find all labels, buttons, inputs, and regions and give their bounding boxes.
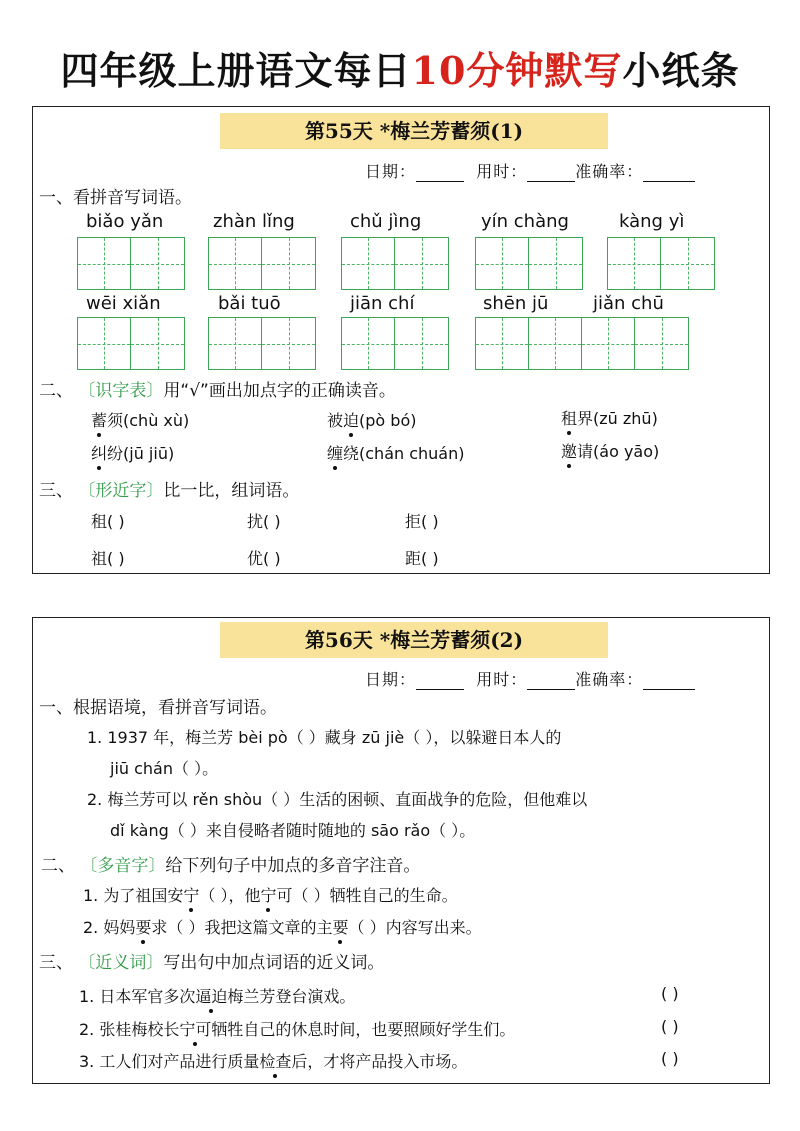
question-line: 1. 1937 年，梅兰芳 bèi pò（ ）藏身 zū jiè（ ），以躲避日本人的 xyxy=(87,728,562,747)
pinyin: kàng yì xyxy=(619,211,685,232)
writing-grid[interactable] xyxy=(341,317,449,370)
day56-card xyxy=(32,617,770,1084)
synonym-answer[interactable]: ( ) xyxy=(661,984,679,1003)
page-title: 四年级上册语文每日10分钟默写小纸条 xyxy=(60,48,740,93)
writing-grid[interactable] xyxy=(77,317,185,370)
pinyin: wēi xiǎn xyxy=(86,293,161,314)
day55-sec3: 三、 〔形近字〕比一比，组词语。 xyxy=(39,481,300,501)
reading-item: 被迫(pò bó) xyxy=(327,408,417,431)
date-blank[interactable] xyxy=(416,181,464,182)
pinyin: chǔ jìng xyxy=(350,211,422,232)
pinyin: yín chàng xyxy=(481,211,569,232)
date-blank[interactable] xyxy=(416,689,464,690)
writing-grid[interactable] xyxy=(208,237,316,290)
writing-grid[interactable] xyxy=(475,317,689,370)
day56-sec1: 一、根据语境，看拼音写词语。 xyxy=(39,698,277,718)
day55-sec1: 一、看拼音写词语。 xyxy=(39,188,192,208)
synonym-line: 3. 工人们对产品进行质量检查后，才将产品投入市场。 xyxy=(79,1049,467,1072)
compare-item[interactable]: 距( ) xyxy=(405,549,439,568)
day55-card xyxy=(32,106,770,574)
writing-grid[interactable] xyxy=(607,237,715,290)
day55-sec2: 二、 〔识字表〕用“√”画出加点字的正确读音。 xyxy=(39,381,396,401)
compare-item[interactable]: 租( ) xyxy=(91,512,125,531)
pinyin: bǎi tuō xyxy=(218,293,281,314)
accuracy-blank[interactable] xyxy=(643,181,695,182)
writing-grid[interactable] xyxy=(208,317,316,370)
pinyin: biǎo yǎn xyxy=(86,211,164,232)
reading-item: 租界(zū zhū) xyxy=(561,406,658,429)
writing-grid[interactable] xyxy=(341,237,449,290)
reading-item: 蓄须(chù xù) xyxy=(91,408,189,431)
reading-item: 缠绕(chán chuán) xyxy=(327,441,465,464)
day56-meta: 日期： 用时： 准确率： xyxy=(365,667,695,690)
synonym-line: 1. 日本军官多次逼迫梅兰芳登台演戏。 xyxy=(79,984,355,1007)
compare-item[interactable]: 祖( ) xyxy=(91,549,125,568)
compare-item[interactable]: 优( ) xyxy=(247,549,281,568)
pinyin: jiǎn chū xyxy=(593,293,664,314)
writing-grid[interactable] xyxy=(77,237,185,290)
day56-banner: 第56天 *梅兰芳蓄须(2) xyxy=(220,622,608,658)
accuracy-blank[interactable] xyxy=(643,689,695,690)
question-line: 2. 梅兰芳可以 rěn shòu（ ）生活的困顿、直面战争的危险，但他难以 xyxy=(87,790,588,809)
reading-item: 邀请(áo yāo) xyxy=(561,439,659,462)
reading-item: 纠纷(jū jiū) xyxy=(91,441,174,464)
compare-item[interactable]: 扰( ) xyxy=(247,512,281,531)
compare-item[interactable]: 拒( ) xyxy=(405,512,439,531)
question-line: jiū chán（ ）。 xyxy=(110,759,219,778)
writing-grid[interactable] xyxy=(475,237,583,290)
polyphone-line: 1. 为了祖国安宁（ ），他宁可（ ）牺牲自己的生命。 xyxy=(83,883,458,906)
day56-sec2: 二、 〔多音字〕给下列句子中加点的多音字注音。 xyxy=(41,856,421,876)
polyphone-line: 2. 妈妈要求（ ）我把这篇文章的主要（ ）内容写出来。 xyxy=(83,915,482,938)
time-blank[interactable] xyxy=(527,181,575,182)
time-blank[interactable] xyxy=(527,689,575,690)
day56-sec3: 三、 〔近义词〕写出句中加点词语的近义词。 xyxy=(39,953,385,973)
synonym-answer[interactable]: ( ) xyxy=(661,1049,679,1068)
synonym-answer[interactable]: ( ) xyxy=(661,1017,679,1036)
pinyin: shēn jū xyxy=(483,293,549,314)
day55-meta: 日期： 用时： 准确率： xyxy=(365,159,695,182)
pinyin: zhàn lǐng xyxy=(213,211,295,232)
question-line: dǐ kàng（ ）来自侵略者随时随地的 sāo rǎo（ ）。 xyxy=(110,821,476,840)
pinyin: jiān chí xyxy=(350,293,415,314)
day55-banner: 第55天 *梅兰芳蓄须(1) xyxy=(220,113,608,149)
synonym-line: 2. 张桂梅校长宁可牺牲自己的休息时间，也要照顾好学生们。 xyxy=(79,1017,515,1040)
